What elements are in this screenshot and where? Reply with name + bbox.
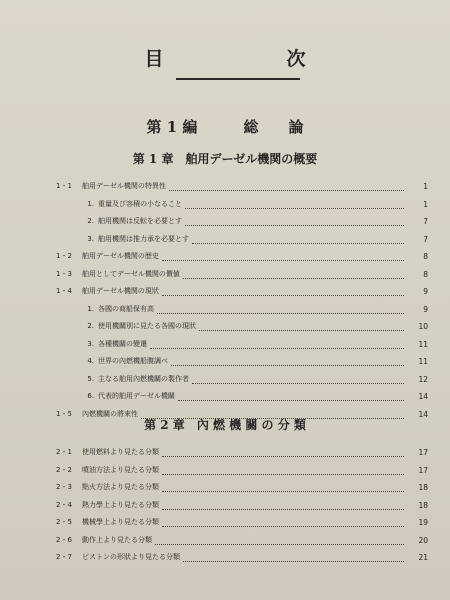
dot-leader (199, 329, 404, 331)
entry-number: 5. (87, 374, 94, 383)
toc-entry (0, 371, 450, 389)
chapter-1-title: 舶用デーゼル機関の概要 (185, 152, 318, 166)
entry-title: 舶用デーゼル機関の歴史 (82, 252, 159, 261)
dot-leader (162, 455, 404, 457)
entry-page-number: 19 (418, 518, 428, 527)
entry-title: 使用機關別に見たる各國の現狀 (98, 322, 196, 331)
chapter-1-entries (0, 178, 450, 423)
title-underline (176, 78, 300, 80)
entry-number: 1・2 (56, 252, 72, 261)
entry-page-number: 18 (418, 483, 428, 492)
entry-number: 4. (87, 357, 94, 366)
entry-page-number: 1 (423, 199, 428, 209)
entry-number: 2. (87, 217, 94, 226)
entry-title: 世界の內燃機船腹調べ (98, 357, 168, 366)
dot-leader (192, 382, 404, 384)
entry-title: 代表的舶用デーゼル機關 (98, 392, 175, 401)
chapter-2-title: 內 燃 機 關 の 分 類 (196, 418, 306, 432)
entry-number: 1. (87, 199, 94, 208)
part-label: 第 1 編 (146, 118, 198, 136)
toc-entry (0, 231, 450, 249)
dot-leader (162, 294, 404, 296)
entry-page-number: 9 (423, 287, 428, 296)
toc-entry (0, 497, 450, 515)
entry-page-number: 11 (418, 357, 428, 366)
toc-entry (0, 336, 450, 354)
toc-entry (0, 549, 450, 567)
entry-page-number: 7 (423, 217, 428, 226)
toc-entry (0, 248, 450, 266)
entry-number: 2・1 (56, 448, 72, 457)
dot-leader (155, 543, 404, 545)
entry-title: 各國の商船保有高 (98, 304, 154, 313)
entry-title: 重量及び容積の小なること (98, 199, 182, 208)
entry-number: 1・5 (56, 409, 72, 418)
entry-page-number: 17 (418, 465, 428, 475)
entry-page-number: 14 (418, 409, 428, 419)
dot-leader (157, 312, 404, 314)
chapter-2-heading (0, 416, 450, 433)
toc-title: 目 次 (144, 48, 358, 70)
entry-number: 6. (87, 392, 94, 401)
entry-number: 1・3 (56, 269, 72, 278)
toc-entry (0, 178, 450, 196)
entry-title: 舶用機関は推力承を必要とす (98, 234, 189, 243)
toc-entry (0, 301, 450, 319)
entry-title: ピストンの形狀より見たる分類 (82, 553, 180, 562)
dot-leader (183, 277, 404, 279)
entry-page-number: 21 (418, 553, 428, 562)
entry-number: 3. (87, 234, 94, 243)
entry-page-number: 10 (418, 322, 428, 331)
part-heading (0, 116, 450, 137)
dot-leader (169, 189, 404, 191)
toc-entry (0, 283, 450, 301)
entry-number: 2. (87, 322, 94, 331)
entry-title: 機械學上より見たる分類 (82, 518, 159, 527)
dot-leader (178, 399, 404, 401)
entry-page-number: 18 (418, 500, 428, 510)
toc-entry (0, 318, 450, 336)
dot-leader (192, 242, 404, 244)
entry-number: 1・4 (56, 287, 72, 296)
chapter-1-label: 第 1 章 (132, 152, 174, 166)
chapter-2-label: 第 2 章 (144, 418, 185, 432)
entry-title: 動作上より見たる分類 (82, 535, 152, 544)
entry-page-number: 11 (418, 339, 428, 349)
toc-entry (0, 353, 450, 371)
toc-entry (0, 444, 450, 462)
entry-title: 噴油方法より見たる分類 (82, 465, 159, 474)
entry-title: 各種機關の變遷 (98, 339, 147, 348)
dot-leader (183, 560, 404, 562)
toc-entry (0, 532, 450, 550)
dot-leader (150, 347, 404, 349)
toc-entry (0, 514, 450, 532)
entry-number: 2・4 (56, 500, 72, 509)
entry-title: 使用燃料より見たる分類 (82, 448, 159, 457)
entry-number: 2・3 (56, 483, 72, 492)
part-name: 総 論 (243, 118, 304, 136)
entry-title: 舶用機関は反転を必要とす (98, 217, 182, 226)
chapter-2-entries (0, 444, 450, 567)
entry-page-number: 14 (418, 392, 428, 401)
toc-entry (0, 266, 450, 284)
dot-leader (162, 490, 404, 492)
toc-entry (0, 479, 450, 497)
entry-page-number: 12 (418, 374, 428, 384)
entry-page-number: 17 (418, 448, 428, 457)
entry-page-number: 20 (418, 535, 428, 545)
toc-entry (0, 196, 450, 214)
dot-leader (162, 525, 404, 527)
entry-number: 2・7 (56, 553, 72, 562)
entry-page-number: 8 (423, 252, 428, 261)
chapter-1-heading (0, 150, 450, 167)
entry-title: 舶用デーゼル機関の現狀 (82, 287, 159, 296)
entry-number: 2・6 (56, 535, 72, 544)
dot-leader (162, 259, 404, 261)
entry-number: 1. (87, 304, 94, 313)
dot-leader (162, 508, 404, 510)
toc-entry (0, 462, 450, 480)
entry-page-number: 8 (423, 269, 428, 279)
entry-page-number: 1 (423, 182, 428, 191)
dot-leader (185, 224, 404, 226)
dot-leader (171, 364, 404, 366)
dot-leader (162, 473, 404, 475)
entry-title: 點火方法より見たる分類 (82, 483, 159, 492)
entry-title: 主なる舶用內燃機關の製作者 (98, 374, 189, 383)
entry-title: 舶用デーゼル機関の特異性 (82, 182, 166, 191)
entry-title: 舶用としてデーゼル機関の價値 (82, 269, 180, 278)
entry-page-number: 7 (423, 234, 428, 244)
entry-title: 內燃機關の將來性 (82, 409, 138, 418)
dot-leader (185, 207, 404, 209)
entry-title: 熱力學上より見たる分類 (82, 500, 159, 509)
toc-entry (0, 388, 450, 406)
entry-number: 2・5 (56, 518, 72, 527)
entry-number: 3. (87, 339, 94, 348)
entry-number: 2・2 (56, 465, 72, 474)
toc-entry (0, 213, 450, 231)
entry-page-number: 9 (423, 304, 428, 314)
entry-number: 1・1 (56, 182, 72, 191)
